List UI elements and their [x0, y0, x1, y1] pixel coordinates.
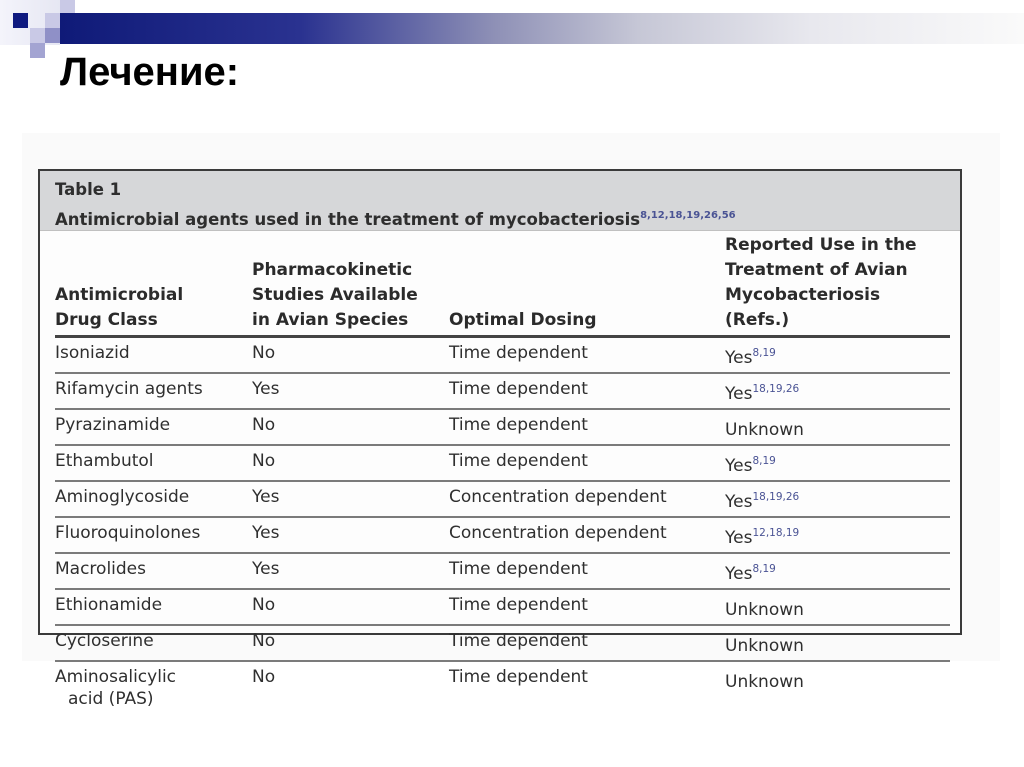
cell-drug: Rifamycin agents: [55, 373, 252, 409]
drug-table: [55, 231, 950, 713]
slide-title: Лечение:: [60, 50, 240, 94]
table-row: [55, 373, 950, 409]
header-text: Mycobacteriosis (Refs.): [725, 285, 881, 330]
cell-dosing: Time dependent: [449, 337, 725, 374]
use-value: Yes: [725, 384, 753, 404]
deco-square-lower-left: [30, 28, 45, 43]
use-value: Yes: [725, 492, 753, 512]
deco-square-bottom: [30, 43, 45, 58]
header-text: in Avian Species: [252, 310, 409, 330]
table-title-refs: 8,12,18,19,26,56: [640, 210, 736, 221]
use-value: Unknown: [725, 636, 804, 656]
table-title: [55, 203, 960, 233]
use-refs: 8,19: [752, 563, 776, 575]
table-row: [55, 445, 950, 481]
cell-use: [725, 445, 950, 481]
use-value: Unknown: [725, 600, 804, 620]
header-text: Optimal Dosing: [449, 310, 597, 330]
cell-drug: [55, 661, 252, 713]
use-value: Yes: [725, 456, 753, 476]
cell-dosing: Time dependent: [449, 589, 725, 625]
cell-dosing: Time dependent: [449, 667, 588, 687]
cell-drug: Fluoroquinolones: [55, 517, 252, 553]
deco-square-navy: [13, 13, 28, 28]
table-row: [55, 589, 950, 625]
cell-use: [725, 373, 950, 409]
cell-use: [725, 625, 950, 661]
cell-use: [725, 517, 950, 553]
cell-dosing: Time dependent: [449, 409, 725, 445]
header-drug-class: [55, 231, 252, 337]
table-row: [55, 337, 950, 374]
header-text: Drug Class: [55, 310, 158, 330]
cell-use: [725, 337, 950, 374]
header-text: Reported Use in the: [725, 235, 917, 255]
cell-drug: Macrolides: [55, 553, 252, 589]
cell-dosing: Time dependent: [449, 373, 725, 409]
header-text: Pharmacokinetic: [252, 260, 413, 280]
cell-use: [725, 553, 950, 589]
cell-pk: Yes: [252, 553, 449, 589]
cell-use: [725, 409, 950, 445]
table-title-text: Antimicrobial agents used in the treatment of mycobacteriosis: [55, 210, 641, 229]
use-refs: 8,19: [752, 347, 776, 359]
drug-line2: acid (PAS): [68, 689, 154, 709]
table-label: Table 1: [55, 180, 122, 199]
use-value: Yes: [725, 528, 753, 548]
deco-square-top: [60, 0, 75, 13]
use-refs: 12,18,19: [752, 527, 800, 539]
use-value: Unknown: [725, 420, 804, 440]
cell-dosing: Concentration dependent: [449, 517, 725, 553]
cell-drug: Cycloserine: [55, 625, 252, 661]
cell-dosing: Time dependent: [449, 553, 725, 589]
cell-use: [725, 589, 950, 625]
cell-drug: Ethambutol: [55, 445, 252, 481]
cell-drug: Aminoglycoside: [55, 481, 252, 517]
deco-square-pale: [45, 13, 60, 28]
cell-pk: No: [252, 409, 449, 445]
header-pk-studies: [252, 231, 449, 337]
use-value: Yes: [725, 348, 753, 368]
cell-use: [725, 661, 950, 713]
cell-pk: Yes: [252, 481, 449, 517]
header-text: Treatment of Avian: [725, 260, 908, 280]
drug-line1: Aminosalicylic: [55, 667, 177, 687]
title-gradient-bar: [60, 13, 1024, 44]
use-value: Yes: [725, 564, 753, 584]
table-row: [55, 481, 950, 517]
cell-pk: No: [252, 667, 276, 687]
cell-pk: No: [252, 337, 449, 374]
use-refs: 18,19,26: [752, 491, 800, 503]
cell-dosing: Time dependent: [449, 625, 725, 661]
table-row: [55, 409, 950, 445]
table-header-row: [55, 231, 950, 337]
antimicrobial-table: [38, 169, 962, 709]
header-text: Studies Available: [252, 285, 418, 305]
cell-pk: No: [252, 445, 449, 481]
use-value: Unknown: [725, 672, 804, 692]
table-caption: [40, 171, 960, 231]
cell-drug: Pyrazinamide: [55, 409, 252, 445]
cell-use: [725, 481, 950, 517]
cell-dosing: Concentration dependent: [449, 481, 725, 517]
table-row: [55, 517, 950, 553]
cell-dosing: Time dependent: [449, 445, 725, 481]
deco-square-lower-mid: [45, 28, 60, 43]
header-text: Antimicrobial: [55, 285, 184, 305]
cell-drug: Ethionamide: [55, 589, 252, 625]
use-refs: 18,19,26: [752, 383, 800, 395]
cell-pk: No: [252, 625, 449, 661]
table-row: [55, 625, 950, 661]
use-refs: 8,19: [752, 455, 776, 467]
header-optimal-dosing: [449, 231, 725, 337]
header-reported-use: [725, 231, 950, 337]
cell-pk: Yes: [252, 373, 449, 409]
table-row: [55, 661, 950, 713]
cell-pk: Yes: [252, 517, 449, 553]
cell-drug: Isoniazid: [55, 337, 252, 374]
table-row: [55, 553, 950, 589]
cell-pk: No: [252, 589, 449, 625]
